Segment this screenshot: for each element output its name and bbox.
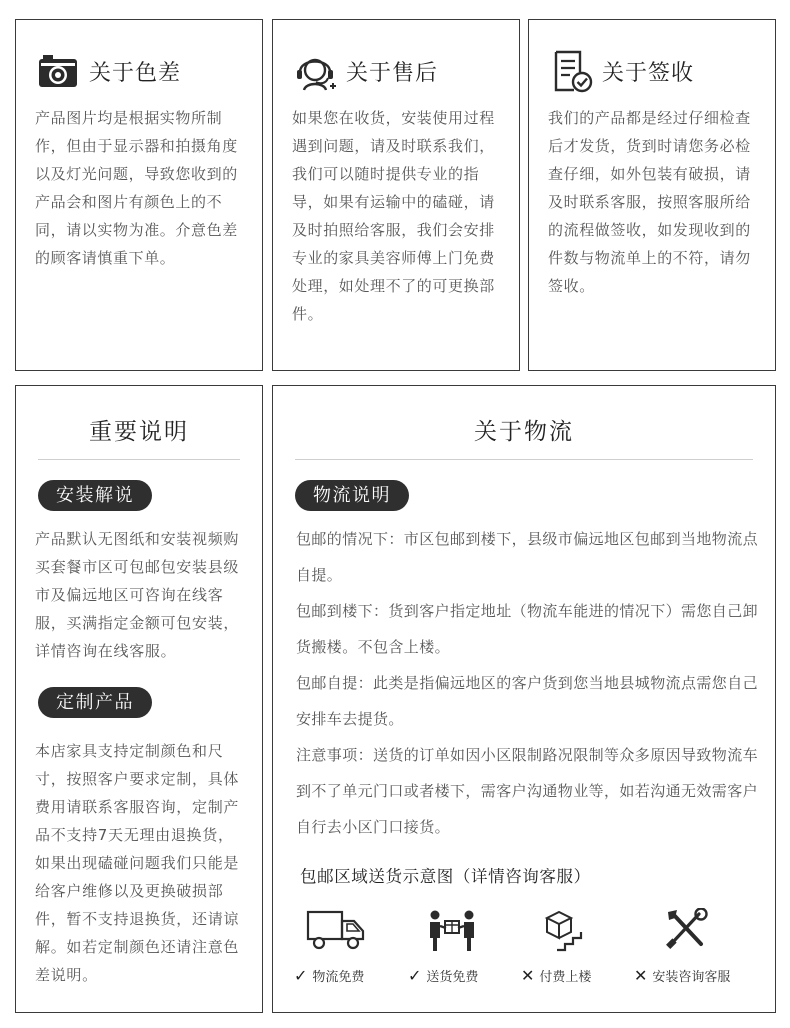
after-sales-header bbox=[292, 48, 438, 94]
camera-icon bbox=[35, 48, 81, 94]
tools-icon bbox=[655, 908, 717, 952]
divider bbox=[38, 459, 240, 460]
logistics-label: 物流说明 bbox=[295, 480, 409, 511]
service-label: 安装咨询客服 bbox=[652, 970, 731, 985]
after-sales-text: 如果您在收货，安装使用过程遇到问题，请及时联系我们，我们可以随时提供专业的指导，如果有运输中的磕碰，请及时拍照给客服，我们会安排专业的家具美容师傅上门免费处理，如处理不了的可更换部件。 bbox=[292, 109, 495, 323]
check-icon: ✓ bbox=[294, 966, 308, 985]
after-sales-title: 关于售后 bbox=[346, 60, 439, 86]
important-notes-card bbox=[15, 385, 263, 1013]
support-headset-icon bbox=[292, 48, 338, 94]
cross-icon: ✕ bbox=[634, 966, 648, 985]
custom-text: 本店家具支持定制颜色和尺寸，按照客户要求定制，具体费用请联系客服咨询，定制产品不支持7天无理由退换货，如果出现磕碰问题我们只能是给客户维修以及更换破损部件，暂不支持退换货，还请谅解。如若定制颜色还请注意色差说明。 bbox=[35, 742, 240, 984]
delivery-person-icon bbox=[421, 908, 483, 952]
logistics-paragraph: 包邮到楼下：货到客户指定地址（物流车能进的情况下）需您自己卸货搬楼。不包含上楼。 bbox=[296, 602, 759, 656]
signing-card bbox=[528, 19, 776, 371]
logistics-paragraph: 注意事项：送货的订单如因小区限制路况限制等众多原因导致物流车到不了单元门口或者楼下，需客户沟通物业等，如若沟通无效需客户自行去小区门口接货。 bbox=[296, 746, 759, 836]
color-difference-title: 关于色差 bbox=[89, 60, 182, 86]
service-label: 付费上楼 bbox=[539, 970, 592, 985]
document-check-icon bbox=[548, 48, 594, 94]
signing-title: 关于签收 bbox=[602, 60, 695, 86]
install-label: 安装解说 bbox=[38, 480, 152, 511]
check-icon: ✓ bbox=[408, 966, 422, 985]
service-delivery-free bbox=[408, 966, 478, 985]
service-logistics-free bbox=[294, 966, 364, 985]
delivery-diagram-title: 包邮区域送货示意图（详情咨询客服） bbox=[300, 867, 591, 886]
package-stairs-icon bbox=[535, 908, 597, 952]
signing-text: 我们的产品都是经过仔细检查后才发货，货到时请您务必检查仔细，如外包装有破损，请及时联系客服，按照客服所给的流程做签收，如发现收到的件数与物流单上的不符，请勿签收。 bbox=[548, 109, 751, 295]
cross-icon: ✕ bbox=[521, 966, 535, 985]
divider bbox=[295, 459, 753, 460]
custom-label: 定制产品 bbox=[38, 687, 152, 718]
logistics-paragraph: 包邮自提：此类是指偏远地区的客户货到您当地县城物流点需您自己安排车去提货。 bbox=[296, 674, 759, 728]
logistics-paragraph: 包邮的情况下：市区包邮到楼下，县级市偏远地区包邮到当地物流点自提。 bbox=[296, 530, 759, 584]
color-difference-text: 产品图片均是根据实物所制作，但由于显示器和拍摄角度以及灯光问题，导致您收到的产品会和图片有颜色上的不同，请以实物为准。介意色差的顾客请慎重下单。 bbox=[35, 109, 238, 267]
after-sales-card bbox=[272, 19, 520, 371]
install-text: 产品默认无图纸和安装视频购买套餐市区可包邮包安装县级市及偏远地区可咨询在线客服，买满指定金额可包安装，详情咨询在线客服。 bbox=[35, 530, 240, 660]
important-title: 重要说明 bbox=[89, 419, 189, 445]
logistics-title: 关于物流 bbox=[474, 419, 574, 445]
service-label: 物流免费 bbox=[312, 970, 365, 985]
color-difference-header bbox=[35, 48, 181, 94]
truck-icon bbox=[305, 908, 367, 952]
service-install-consult bbox=[634, 966, 730, 985]
service-paid-upstairs bbox=[521, 966, 591, 985]
logistics-card bbox=[272, 385, 776, 1013]
signing-header bbox=[548, 48, 694, 94]
color-difference-card bbox=[15, 19, 263, 371]
service-label: 送货免费 bbox=[426, 970, 479, 985]
